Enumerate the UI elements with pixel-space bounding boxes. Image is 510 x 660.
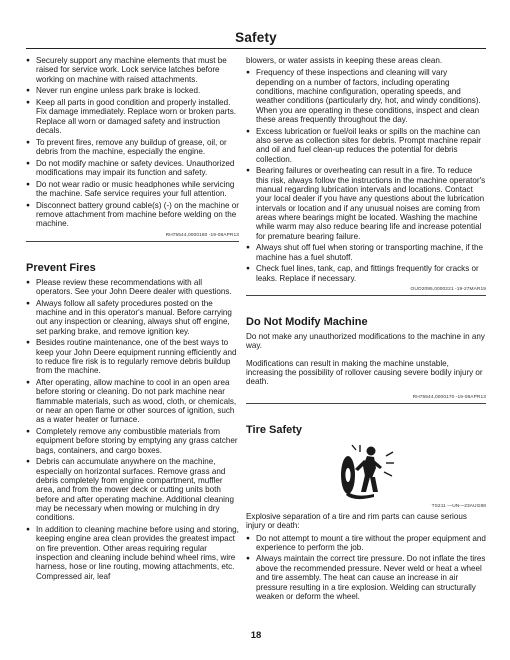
list-item: ● Keep all parts in good condition and properly installed. Fix damage immediately. Replace worn or broken parts. Replace all worn or damaged safety and instruction decals.: [26, 98, 239, 135]
list-item: ● Excess lubrication or fuel/oil leaks or spills on the machine can also serve as collection sites for debris. Prompt machine repair and oil and fuel clean-up reduces the potential for debris collection.: [246, 127, 486, 164]
exploding-tire-icon: [334, 442, 398, 502]
left-column: [26, 56, 239, 583]
list-item: ● Do not modify machine or safety devices. Unauthorized modifications may impair its function and safety.: [26, 159, 239, 178]
list-item: ● Bearing failures or overheating can result in a fire. To reduce this risk, always follow the instructions in the machine operator's manual regarding lubrication intervals and locations. Contact your local dealer if you have any questions about the lubrication intervals or location and if any unusual noises are coming from areas where bearings might be located. Washing the machine while warm may also reduce bearing life and increase potential for premature bearing failure.: [246, 166, 486, 241]
header-divider: [26, 48, 486, 49]
list-item: ● Completely remove any combustible materials from equipment before storing by emptying any grass catcher bags, containers, and cargo boxes.: [26, 427, 239, 455]
list-item: ● Frequency of these inspections and cleaning will vary depending on a number of factors, including operating conditions, machine configuration, operating speeds, and weather conditions (particularly dry, hot, and windy conditions). When you are operating in these conditions, inspect and clean these areas frequently throughout the day.: [246, 68, 486, 124]
paragraph: Modifications can result in making the machine unstable, increasing the possibility of rollover causing severe bodily injury or death.: [246, 358, 483, 387]
list-item: ● Always follow all safety procedures posted on the machine and in this operator's manual. Before carrying out any inspection or cleaning, always shut off engine, set parking brake, and remove ignition key.: [26, 299, 239, 336]
list-item: ● Never run engine unless park brake is locked.: [26, 86, 239, 95]
section-divider: [246, 295, 486, 296]
list-item: ● Please review these recommendations with all operators. See your John Deere dealer with questions.: [26, 278, 239, 297]
list-item: ● In addition to cleaning machine before using and storing, keeping engine area clean provides the greatest impact on fire prevention. Other areas requiring regular inspection and cleaning include behind wheel rims, wire harness, hose or line routing, mowing attachments, etc. Compressed air, leaf: [26, 525, 239, 581]
fire-prevention-list-continued: [246, 68, 486, 283]
continuation-text: blowers, or water assists in keeping these areas clean.: [246, 56, 443, 65]
prevent-fires-list: [26, 278, 239, 581]
list-item: ● After operating, allow machine to cool in an open area before storing or cleaning. Do not park machine near flammable materials, such as wood, cloth, or chemicals, or near an open flame or other sources of ignition, such as a water heater or furnace.: [26, 378, 239, 425]
page-number: 18: [250, 630, 262, 641]
list-item: ● Besides routine maintenance, one of the best ways to keep your John Deere equipment running efficiently and to reduce fire risk is to regularly remove debris buildup from the machine.: [26, 338, 239, 375]
section-divider: [246, 403, 486, 404]
list-item: ● Debris can accumulate anywhere on the machine, especially on horizontal surfaces. Remove grass and debris completely from engine compartment, muffler area, and from the mower deck or cutting units both before and after operating machine. Additional cleaning may be necessary when mowing or mulching in dry conditions.: [26, 457, 239, 522]
list-item: ● Disconnect battery ground cable(s) (-) on the machine or remove attachment from machine before welding on the machine.: [26, 201, 239, 229]
list-item: ● To prevent fires, remove any buildup of grease, oil, or debris from the machine, especially the engine.: [26, 138, 239, 157]
list-item: ● Always shut off fuel when storing or transporting machine, if the machine has a fuel shutoff.: [246, 243, 486, 262]
paragraph: Explosive separation of a tire and rim parts can cause serious injury or death:: [246, 511, 467, 531]
reference-code: OUO2095,0000221 -19-27MAR19: [410, 287, 486, 293]
list-item: ● Always maintain the correct tire pressure. Do not inflate the tires above the recommended pressure. Never weld or heat a wheel and tire assembly. The heat can cause an increase in air pressure resulting in a tire explosion. Welding can structurally weaken or deform the wheel.: [246, 554, 486, 601]
section-heading-tire-safety: Tire Safety: [246, 423, 303, 436]
tire-safety-list: [246, 534, 486, 602]
reference-code: RH75544,0000180 -19-08APR13: [165, 232, 239, 238]
list-item: ● Securely support any machine elements that must be raised for service work. Lock service latches before working on machine with raised attachments.: [26, 56, 239, 84]
list-item: ● Do not wear radio or music headphones while servicing the machine. Safe service requires your full attention.: [26, 180, 239, 199]
right-column: [246, 56, 486, 604]
paragraph: Do not make any unauthorized modifications to the machine in any way.: [246, 332, 485, 351]
service-safety-list: [26, 56, 239, 229]
section-heading-do-not-modify: Do Not Modify Machine: [246, 316, 368, 329]
page-title: Safety: [235, 30, 277, 45]
list-item: ● Check fuel lines, tank, cap, and fittings frequently for cracks or leaks. Replace if necessary.: [246, 264, 486, 283]
list-item: ● Do not attempt to mount a tire without the proper equipment and experience to perform the job.: [246, 534, 486, 553]
section-heading-prevent-fires: Prevent Fires: [26, 261, 96, 274]
figure-reference-code: TS211 —UN—23AUG88: [431, 503, 486, 509]
section-divider: [26, 241, 239, 242]
reference-code: RH75544,0000170 -19-08APR13: [412, 394, 486, 400]
